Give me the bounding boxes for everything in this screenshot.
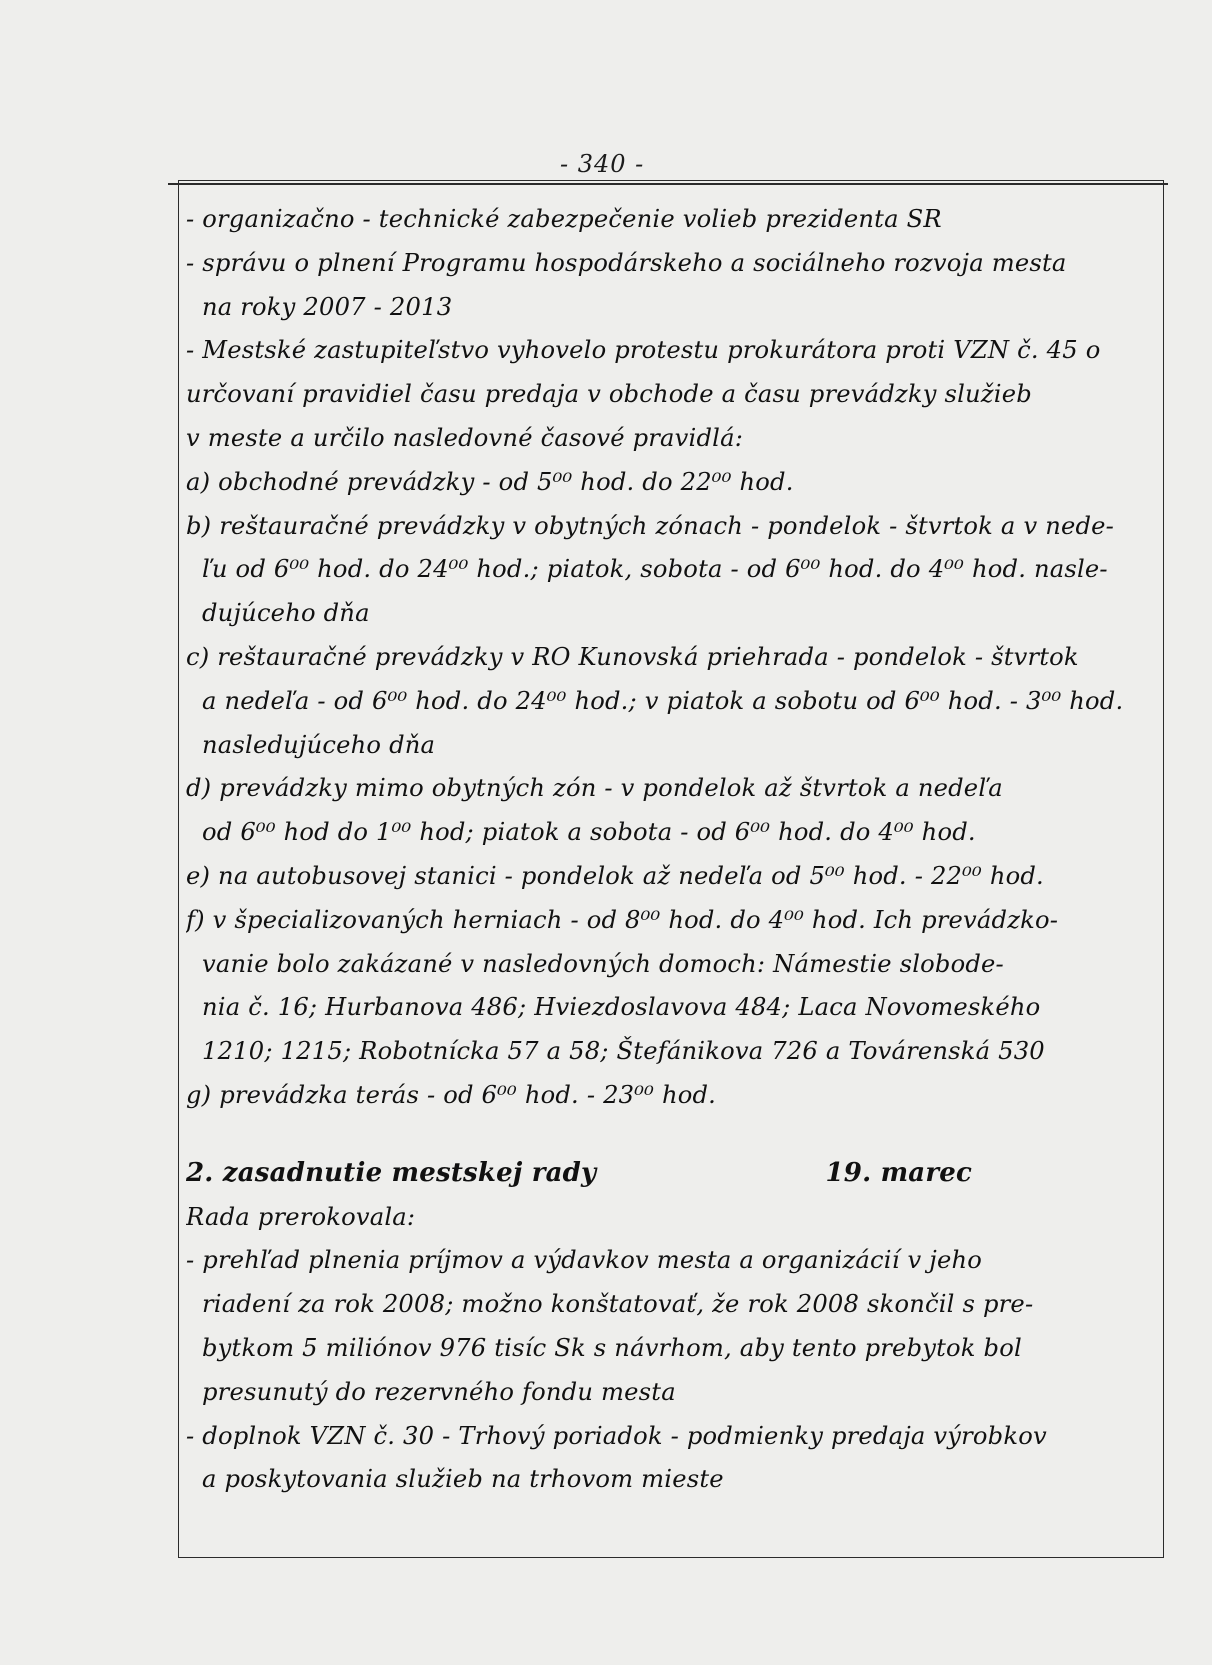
- section-gap: [186, 1118, 1158, 1152]
- page-number: - 340 -: [560, 150, 645, 178]
- text-line: riadení za rok 2008; možno konštatovať, že rok 2008 skončil s pre-: [202, 1290, 1034, 1319]
- text-line: - doplnok VZN č. 30 - Trhový poriadok - podmienky predaja výrobkov: [186, 1421, 1047, 1450]
- text-line: b) reštauračné prevádzky v obytných zónach - pondelok - štvrtok a v nede-: [186, 511, 1115, 540]
- text-body: [186, 198, 1158, 1502]
- text-line: a poskytovania služieb na trhovom mieste: [202, 1465, 724, 1494]
- text-line: e) na autobusovej stanici - pondelok až nedeľa od 5⁰⁰ hod. - 22⁰⁰ hod.: [186, 861, 1044, 890]
- text-line: - prehľad plnenia príjmov a výdavkov mesta a organizácií v jeho: [186, 1246, 983, 1275]
- section-date: 19. marec: [825, 1157, 972, 1188]
- text-line: od 6⁰⁰ hod do 1⁰⁰ hod; piatok a sobota - od 6⁰⁰ hod. do 4⁰⁰ hod.: [202, 818, 976, 847]
- text-line: - správu o plnení Programu hospodárskeho a sociálneho rozvoja mesta: [186, 248, 1067, 277]
- text-line: a nedeľa - od 6⁰⁰ hod. do 24⁰⁰ hod.; v piatok a sobotu od 6⁰⁰ hod. - 3⁰⁰ hod.: [202, 686, 1124, 715]
- text-line: presunutý do rezervného fondu mesta: [202, 1377, 676, 1406]
- text-line: d) prevádzky mimo obytných zón - v pondelok až štvrtok a nedeľa: [186, 774, 1003, 803]
- text-line: vanie bolo zakázané v nasledovných domoch: Námestie slobode-: [202, 949, 1004, 978]
- section-title: 2. zasadnutie mestskej rady: [186, 1157, 597, 1188]
- text-line: g) prevádzka terás - od 6⁰⁰ hod. - 23⁰⁰ hod.: [186, 1080, 717, 1109]
- text-line: na roky 2007 - 2013: [202, 292, 453, 321]
- text-line: 1210; 1215; Robotnícka 57 a 58; Štefánikova 726 a Továrenská 530: [202, 1037, 1045, 1066]
- text-line: - Mestské zastupiteľstvo vyhovelo protestu prokurátora proti VZN č. 45 o: [186, 336, 1101, 365]
- text-line: nasledujúceho dňa: [202, 730, 436, 759]
- text-line: c) reštauračné prevádzky v RO Kunovská priehrada - pondelok - štvrtok: [186, 642, 1079, 671]
- text-line: ľu od 6⁰⁰ hod. do 24⁰⁰ hod.; piatok, sobota - od 6⁰⁰ hod. do 4⁰⁰ hod. nasle-: [202, 555, 1108, 584]
- text-line: Rada prerokovala:: [186, 1202, 416, 1231]
- text-line: bytkom 5 miliónov 976 tisíc Sk s návrhom, aby tento prebytok bol: [202, 1333, 1022, 1362]
- text-line: a) obchodné prevádzky - od 5⁰⁰ hod. do 22⁰⁰ hod.: [186, 467, 794, 496]
- text-line: - organizačno - technické zabezpečenie volieb prezidenta SR: [186, 205, 942, 233]
- text-line: nia č. 16; Hurbanova 486; Hviezdoslavova 484; Laca Novomeského: [202, 993, 1041, 1022]
- section-heading: [186, 1152, 1158, 1196]
- text-line: v meste a určilo nasledovné časové pravidlá:: [186, 423, 744, 452]
- text-line: f) v špecializovaných herniach - od 8⁰⁰ hod. do 4⁰⁰ hod. Ich prevádzko-: [186, 905, 1059, 934]
- text-line: určovaní pravidiel času predaja v obchode a času prevádzky služieb: [186, 380, 1032, 409]
- text-line: dujúceho dňa: [202, 599, 370, 628]
